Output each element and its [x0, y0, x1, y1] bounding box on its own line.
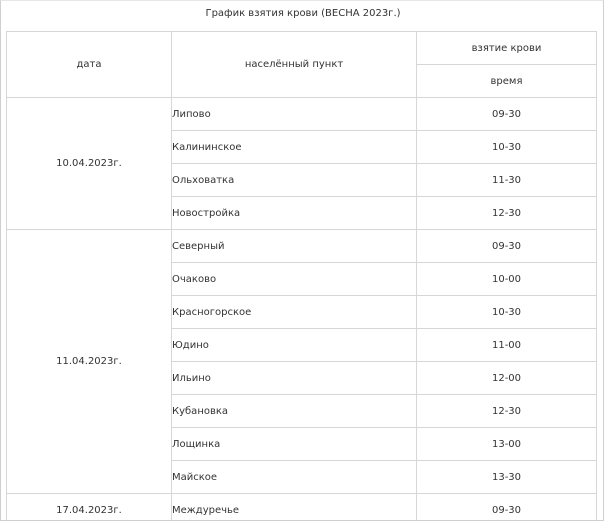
place-cell: Междуречье	[172, 494, 417, 521]
table-header-row	[7, 32, 597, 65]
header-place: населённый пункт	[172, 32, 417, 98]
blood-collection-schedule-table	[6, 31, 597, 521]
time-cell: 12-30	[417, 197, 597, 230]
place-cell: Ольховатка	[172, 164, 417, 197]
time-cell: 12-30	[417, 395, 597, 428]
header-date: дата	[7, 32, 172, 98]
table-body	[7, 98, 597, 521]
place-cell: Красногорское	[172, 296, 417, 329]
time-cell: 10-30	[417, 131, 597, 164]
place-cell: Северный	[172, 230, 417, 263]
place-cell: Юдино	[172, 329, 417, 362]
table-row	[7, 230, 597, 263]
time-cell: 12-00	[417, 362, 597, 395]
table-row	[7, 494, 597, 521]
place-cell: Майское	[172, 461, 417, 494]
place-cell: Очаково	[172, 263, 417, 296]
place-cell: Кубановка	[172, 395, 417, 428]
place-cell: Лощинка	[172, 428, 417, 461]
date-cell: 10.04.2023г.	[7, 98, 172, 230]
time-cell: 11-00	[417, 329, 597, 362]
header-time: время	[417, 65, 597, 98]
time-cell: 13-30	[417, 461, 597, 494]
time-cell: 10-00	[417, 263, 597, 296]
time-cell: 09-30	[417, 98, 597, 131]
place-cell: Новостройка	[172, 197, 417, 230]
date-cell: 17.04.2023г.	[7, 494, 172, 521]
place-cell: Калининское	[172, 131, 417, 164]
date-cell: 11.04.2023г.	[7, 230, 172, 494]
place-cell: Ильино	[172, 362, 417, 395]
time-cell: 10-30	[417, 296, 597, 329]
page-title: График взятия крови (ВЕСНА 2023г.)	[205, 8, 401, 19]
time-cell: 09-30	[417, 230, 597, 263]
time-cell: 09-30	[417, 494, 597, 521]
time-cell: 13-00	[417, 428, 597, 461]
header-blood-collection: взятие крови	[417, 32, 597, 65]
place-cell: Липово	[172, 98, 417, 131]
table-row	[7, 98, 597, 131]
time-cell: 11-30	[417, 164, 597, 197]
